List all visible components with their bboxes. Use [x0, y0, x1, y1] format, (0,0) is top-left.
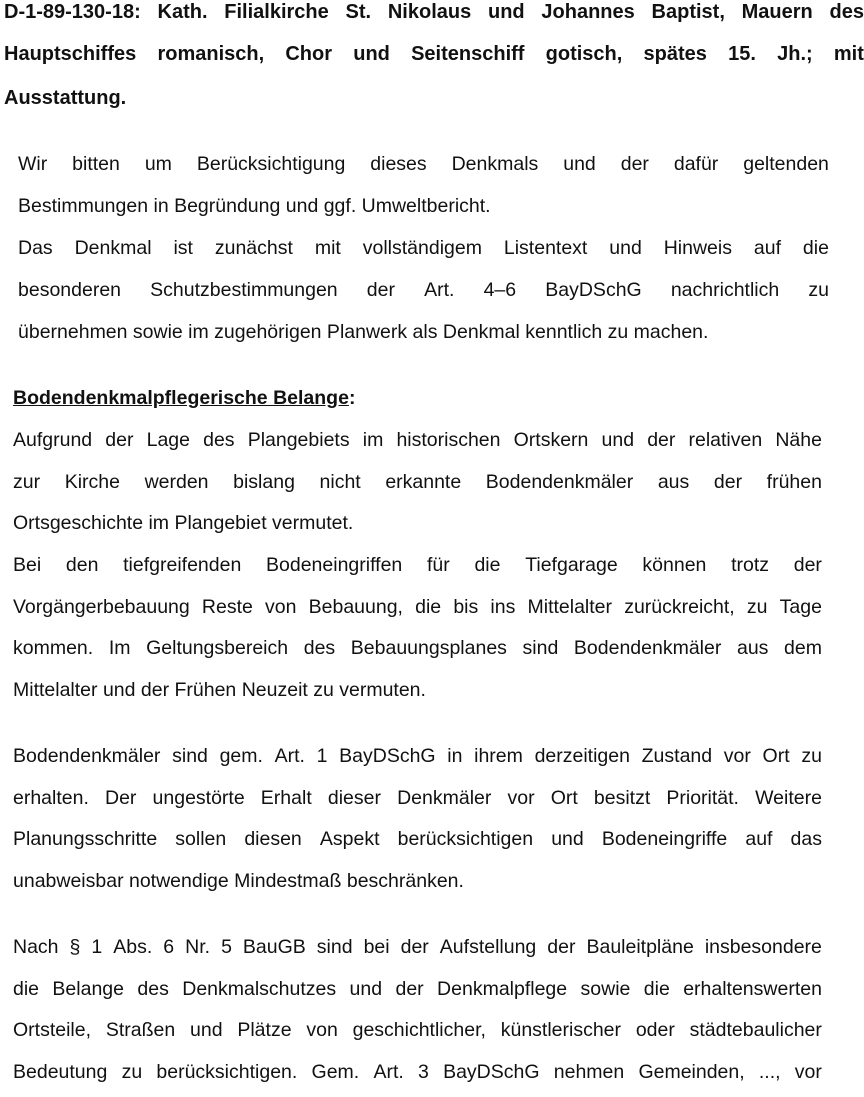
word: Bei: [13, 554, 42, 576]
word: 3: [418, 1061, 429, 1083]
word: erhaltenswerten: [683, 978, 822, 1000]
word: diesen: [244, 828, 302, 850]
word: Lage: [146, 429, 190, 451]
word: BayDSchG: [339, 745, 436, 767]
word: Baptist,: [651, 1, 725, 23]
word: zu: [808, 279, 829, 301]
word: sind: [172, 745, 208, 767]
paragraph-line: unabweisbar notwendige Mindestmaß beschränken.: [13, 870, 464, 892]
word: Johannes: [541, 1, 635, 23]
paragraph-line: [13, 786, 822, 810]
word: Art.: [274, 745, 305, 767]
word: zu: [801, 745, 822, 767]
word: besitzt: [593, 787, 651, 809]
word: die: [415, 596, 442, 618]
heading-line: [4, 0, 864, 24]
word: nicht: [319, 471, 361, 493]
word: Bodeneingriffen: [266, 554, 403, 576]
word: nehmen: [553, 1061, 625, 1083]
word: von: [265, 596, 297, 618]
word: Hinweis: [663, 237, 732, 259]
word: des: [303, 637, 336, 659]
word: 5: [221, 936, 232, 958]
word: Hauptschiffes: [4, 43, 137, 65]
word: Nikolaus: [387, 1, 472, 23]
word: des: [137, 978, 169, 1000]
word: und: [609, 237, 642, 259]
word: bitten: [72, 153, 120, 175]
word: bis: [453, 596, 479, 618]
word: und: [551, 828, 584, 850]
word: dieses: [370, 153, 427, 175]
section-title: Bodendenkmalpflegerische Belange: [13, 387, 349, 409]
word: §: [69, 936, 81, 958]
paragraph-line: [13, 595, 822, 619]
word: aus: [736, 637, 769, 659]
paragraph-line: Bestimmungen in Begründung und ggf. Umweltbericht.: [18, 195, 491, 217]
word: Bodendenkmäler: [573, 637, 722, 659]
word: BayDSchG: [545, 279, 642, 301]
word: Denkmalpflege: [437, 978, 568, 1000]
word: frühen: [766, 471, 822, 493]
word: sowie: [580, 978, 631, 1000]
word: Aspekt: [319, 828, 380, 850]
word: Art.: [373, 1061, 404, 1083]
word: von: [306, 1019, 338, 1041]
word: die: [643, 978, 670, 1000]
word: dem: [784, 637, 822, 659]
word: Belange: [52, 978, 124, 1000]
word: den: [65, 554, 99, 576]
word: und: [601, 429, 635, 451]
paragraph-line: [13, 636, 822, 660]
word: zu: [746, 596, 768, 618]
word: Nähe: [775, 429, 822, 451]
word: vor: [794, 1061, 822, 1083]
word: Ortskern: [513, 429, 589, 451]
word: mit: [833, 43, 864, 65]
word: Tiefgarage: [525, 554, 618, 576]
word: Bedeutung: [13, 1061, 108, 1083]
word: und: [190, 1019, 223, 1041]
word: Geltungsbereich: [146, 637, 289, 659]
paragraph-line: [13, 827, 822, 851]
word: für: [426, 554, 450, 576]
word: BayDSchG: [443, 1061, 540, 1083]
word: Reste: [201, 596, 253, 618]
word: zunächst: [214, 237, 293, 259]
word: in: [447, 745, 463, 767]
word: Listentext: [503, 237, 588, 259]
word: trotz: [731, 554, 770, 576]
paragraph-line: [18, 278, 829, 302]
word: insbesondere: [704, 936, 822, 958]
word: des: [203, 429, 235, 451]
word: Ortsteile,: [13, 1019, 92, 1041]
word: Chor: [285, 43, 333, 65]
word: auf: [745, 828, 773, 850]
heading-line: Ausstattung.: [4, 87, 127, 109]
word: derzeitigen: [534, 745, 630, 767]
word: vor: [723, 745, 751, 767]
paragraph-line: [13, 977, 822, 1001]
word: Denkmalschutzes: [182, 978, 337, 1000]
word: Nr.: [185, 936, 211, 958]
word: Bauleitpläne: [586, 936, 694, 958]
word: 15.: [728, 43, 756, 65]
word: Denkmal: [74, 237, 152, 259]
word: geschichtlicher,: [352, 1019, 486, 1041]
word: sind: [316, 936, 353, 958]
word: Erhalt: [260, 787, 312, 809]
section-heading: [13, 386, 355, 410]
word: Planungsschritte: [13, 828, 158, 850]
word: berücksichtigen: [397, 828, 534, 850]
word: des: [829, 1, 864, 23]
word: Jh.;: [777, 43, 813, 65]
word: die: [802, 237, 829, 259]
word: geltenden: [743, 153, 829, 175]
word: städtebaulicher: [689, 1019, 822, 1041]
word: 6: [163, 936, 175, 958]
word: sind: [522, 637, 559, 659]
word: Aufgrund: [13, 429, 93, 451]
word: Seitenschiff: [411, 43, 525, 65]
word: gem.: [219, 745, 263, 767]
word: Schutzbestimmungen: [150, 279, 338, 301]
word: vor: [507, 787, 535, 809]
word: Straßen: [105, 1019, 176, 1041]
paragraph-line: [18, 236, 829, 260]
word: Ort: [762, 745, 790, 767]
word: Nach: [13, 936, 59, 958]
word: Plätze: [237, 1019, 292, 1041]
word: zu: [121, 1061, 143, 1083]
paragraph-line: Ortsgeschichte im Plangebiet vermutet.: [13, 512, 354, 534]
word: ins: [490, 596, 516, 618]
word: der: [793, 554, 822, 576]
word: oder: [635, 1019, 675, 1041]
word: ist: [173, 237, 193, 259]
word: werden: [144, 471, 209, 493]
word: Mittelalter: [527, 596, 613, 618]
word: erkannte: [385, 471, 462, 493]
word: Berücksichtigung: [196, 153, 346, 175]
heading-line: [4, 42, 864, 66]
word: mit: [314, 237, 341, 259]
word: und: [487, 1, 525, 23]
word: kommen.: [13, 637, 94, 659]
word: Bodendenkmäler: [485, 471, 634, 493]
word: D-1-89-130-18:: [4, 1, 141, 23]
paragraph-line: [13, 553, 822, 577]
word: Ort: [550, 787, 578, 809]
word: der: [713, 471, 743, 493]
word: Kirche: [64, 471, 120, 493]
word: bei: [363, 936, 390, 958]
word: der: [366, 279, 395, 301]
word: besonderen: [18, 279, 122, 301]
paragraph-line: [13, 428, 822, 452]
word: Bebauungsplanes: [350, 637, 507, 659]
section-title-colon: :: [348, 387, 356, 409]
paragraph-line: [13, 935, 822, 959]
word: Art.: [424, 279, 455, 301]
word: Das: [18, 237, 53, 259]
word: Kath.: [157, 1, 208, 23]
word: Im: [108, 637, 131, 659]
word: der: [547, 936, 576, 958]
paragraph-line: [13, 1018, 822, 1042]
word: BauGB: [242, 936, 306, 958]
word: bislang: [233, 471, 295, 493]
word: Der: [105, 787, 137, 809]
word: der: [620, 153, 649, 175]
word: St.: [345, 1, 372, 23]
word: relativen: [688, 429, 763, 451]
word: können: [642, 554, 707, 576]
word: Denkmäler: [397, 787, 492, 809]
word: 1: [91, 936, 103, 958]
word: Weitere: [755, 787, 822, 809]
word: zurückreicht,: [624, 596, 735, 618]
word: Zustand: [641, 745, 713, 767]
word: Bodeneingriffe: [601, 828, 728, 850]
word: dieser: [327, 787, 381, 809]
word: Mauern: [741, 1, 813, 23]
paragraph-line: [13, 744, 822, 768]
word: und: [349, 978, 383, 1000]
word: und: [563, 153, 596, 175]
word: Gemeinden,: [638, 1061, 745, 1083]
word: der: [400, 936, 429, 958]
word: historischen: [396, 429, 501, 451]
word: tiefgreifenden: [123, 554, 242, 576]
word: künstlerischer: [500, 1019, 622, 1041]
word: Gem.: [311, 1061, 360, 1083]
word: ihrem: [474, 745, 523, 767]
word: Priorität.: [666, 787, 739, 809]
word: romanisch,: [157, 43, 265, 65]
word: um: [144, 153, 172, 175]
word: spätes: [643, 43, 707, 65]
word: 1: [316, 745, 328, 767]
word: Abs.: [113, 936, 153, 958]
word: erhalten.: [13, 787, 89, 809]
word: der: [395, 978, 424, 1000]
paragraph-line: [13, 470, 822, 494]
word: Tage: [779, 596, 822, 618]
word: im: [362, 429, 384, 451]
word: die: [13, 978, 40, 1000]
word: Bebauung,: [308, 596, 403, 618]
word: nachrichtlich: [670, 279, 780, 301]
word: sollen: [175, 828, 227, 850]
paragraph-line: [13, 1060, 822, 1084]
word: berücksichtigen.: [156, 1061, 298, 1083]
paragraph-line: übernehmen sowie im zugehörigen Planwerk als Denkmal kenntlich zu machen.: [18, 321, 709, 343]
word: die: [474, 554, 501, 576]
word: 4–6: [483, 279, 517, 301]
word: dafür: [673, 153, 719, 175]
word: Plangebiets: [247, 429, 350, 451]
paragraph-line: [18, 152, 829, 176]
word: und: [353, 43, 390, 65]
word: auf: [753, 237, 781, 259]
word: zur: [13, 471, 41, 493]
word: ...,: [758, 1061, 781, 1083]
word: gotisch,: [545, 43, 623, 65]
word: das: [790, 828, 822, 850]
word: Aufstellung: [439, 936, 537, 958]
word: Denkmals: [451, 153, 539, 175]
word: der: [105, 429, 134, 451]
word: Bodendenkmäler: [13, 745, 161, 767]
word: aus: [657, 471, 690, 493]
paragraph-line: Mittelalter und der Frühen Neuzeit zu vermuten.: [13, 679, 426, 701]
word: der: [647, 429, 676, 451]
word: Vorgängerbebauung: [13, 596, 190, 618]
word: Filialkirche: [224, 1, 329, 23]
word: Wir: [18, 153, 48, 175]
word: ungestörte: [152, 787, 245, 809]
word: vollständigem: [362, 237, 482, 259]
